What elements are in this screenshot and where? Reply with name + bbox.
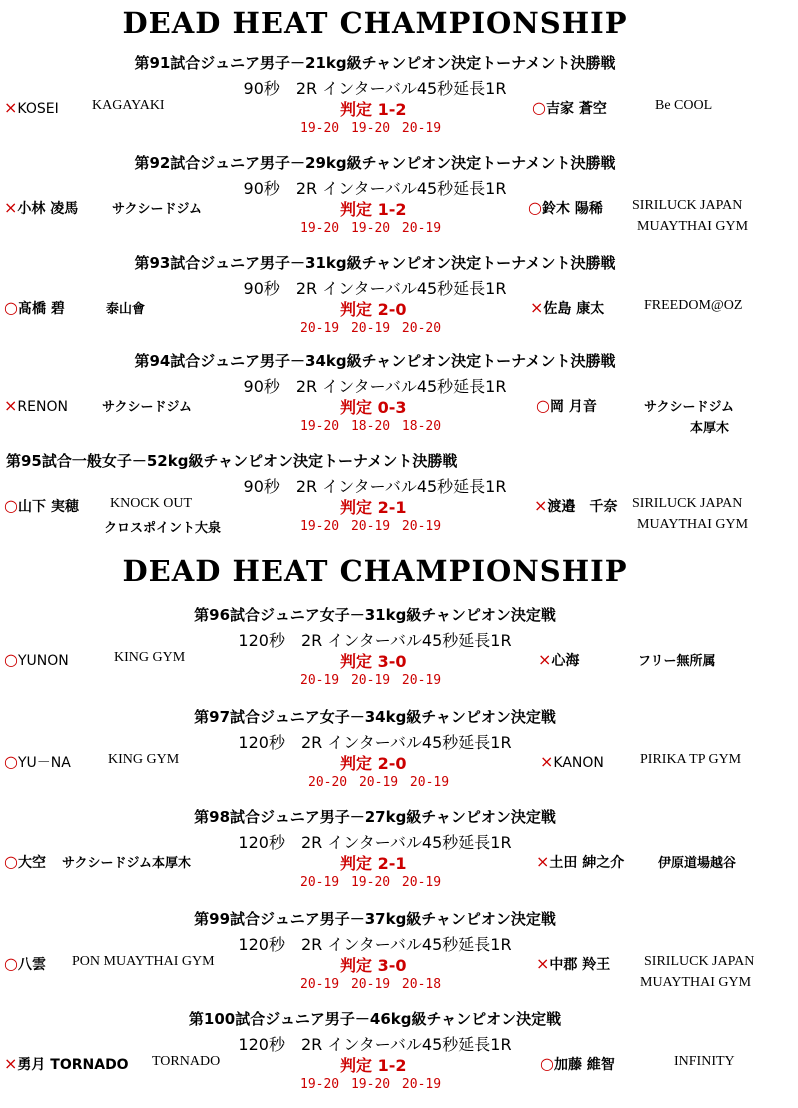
left-fighter: ×小林 凌馬 bbox=[4, 198, 79, 217]
bout-rules: 120秒 2R インターバル45秒延長1R bbox=[238, 935, 512, 954]
bout-title: 第93試合ジュニア男子－31kg級チャンピオン決定トーナメント決勝戦 bbox=[134, 254, 616, 272]
bout-94 bbox=[0, 350, 798, 450]
bout-title: 第99試合ジュニア男子－37kg級チャンピオン決定戦 bbox=[194, 910, 556, 928]
decision: 判定 2-1 bbox=[340, 854, 407, 873]
bout-rules: 90秒 2R インターバル45秒延長1R bbox=[243, 79, 507, 98]
decision: 判定 3-0 bbox=[340, 652, 407, 671]
right-gym-line2: MUAYTHAI GYM bbox=[637, 517, 749, 532]
right-fighter: ○鈴木 陽稀 bbox=[528, 198, 603, 217]
loss-mark-icon: × bbox=[4, 1054, 18, 1073]
bout-title: 第91試合ジュニア男子－21kg級チャンピオン決定トーナメント決勝戦 bbox=[134, 54, 616, 72]
left-fighter: ○山下 実穂 bbox=[4, 496, 79, 515]
loss-mark-icon: × bbox=[536, 852, 550, 871]
loss-mark-icon: × bbox=[538, 650, 552, 669]
scores: 19-20 18-20 18-20 bbox=[300, 419, 442, 434]
bout-96 bbox=[0, 604, 798, 704]
loss-mark-icon: × bbox=[4, 396, 18, 415]
right-gym-line2: 本厚木 bbox=[690, 421, 730, 436]
decision: 判定 1-2 bbox=[340, 100, 407, 119]
bout-rules: 90秒 2R インターバル45秒延長1R bbox=[243, 377, 507, 396]
left-fighter: ○大空 bbox=[4, 852, 46, 871]
bout-title: 第97試合ジュニア女子－34kg級チャンピオン決定戦 bbox=[194, 708, 556, 726]
left-gym: PON MUAYTHAI GYM bbox=[72, 954, 215, 969]
left-gym: KNOCK OUT bbox=[110, 496, 193, 511]
left-fighter: ○YUNON bbox=[4, 650, 69, 669]
bout-rules: 90秒 2R インターバル45秒延長1R bbox=[243, 279, 507, 298]
right-fighter: ○加藤 維智 bbox=[540, 1054, 615, 1073]
page-title: DEAD HEAT CHAMPIONSHIP bbox=[122, 6, 628, 40]
win-mark-icon: ○ bbox=[4, 752, 18, 771]
win-mark-icon: ○ bbox=[532, 98, 546, 117]
right-gym: SIRILUCK JAPAN bbox=[632, 496, 743, 511]
left-fighter: ○八雲 bbox=[4, 954, 46, 973]
right-gym-line2: MUAYTHAI GYM bbox=[637, 219, 749, 234]
bout-title: 第100試合ジュニア男子－46kg級チャンピオン決定戦 bbox=[188, 1010, 562, 1028]
bout-rules: 90秒 2R インターバル45秒延長1R bbox=[243, 179, 507, 198]
loss-mark-icon: × bbox=[534, 496, 548, 515]
right-gym: SIRILUCK JAPAN bbox=[644, 954, 755, 969]
left-fighter: ×KOSEI bbox=[4, 98, 59, 117]
page-title-2: DEAD HEAT CHAMPIONSHIP bbox=[122, 554, 628, 588]
bout-title: 第98試合ジュニア男子－27kg級チャンピオン決定戦 bbox=[194, 808, 556, 826]
bout-95 bbox=[0, 450, 798, 550]
bout-99 bbox=[0, 908, 798, 1008]
win-mark-icon: ○ bbox=[4, 954, 18, 973]
decision: 判定 0-3 bbox=[340, 398, 407, 417]
left-gym: 泰山會 bbox=[106, 302, 146, 317]
right-gym: FREEDOM@OZ bbox=[644, 298, 743, 313]
left-fighter: ○YU－NA bbox=[4, 752, 71, 771]
right-gym: SIRILUCK JAPAN bbox=[632, 198, 743, 213]
right-gym: サクシードジム bbox=[644, 400, 734, 415]
right-fighter: ×土田 紳之介 bbox=[536, 852, 625, 871]
right-fighter: ×心海 bbox=[538, 650, 580, 669]
scores: 19-20 20-19 20-19 bbox=[300, 519, 442, 534]
win-mark-icon: ○ bbox=[4, 298, 18, 317]
scores: 19-20 19-20 20-19 bbox=[300, 1077, 442, 1092]
left-fighter: ○髙橋 碧 bbox=[4, 298, 65, 317]
decision: 判定 3-0 bbox=[340, 956, 407, 975]
bout-title: 第95試合一般女子－52kg級チャンピオン決定トーナメント決勝戦 bbox=[6, 452, 458, 470]
bout-rules: 120秒 2R インターバル45秒延長1R bbox=[238, 631, 512, 650]
bout-rules: 120秒 2R インターバル45秒延長1R bbox=[238, 1035, 512, 1054]
loss-mark-icon: × bbox=[536, 954, 550, 973]
bout-title: 第96試合ジュニア女子－31kg級チャンピオン決定戦 bbox=[194, 606, 556, 624]
left-fighter: ×勇月 TORNADO bbox=[4, 1054, 129, 1073]
left-gym: TORNADO bbox=[152, 1054, 221, 1069]
win-mark-icon: ○ bbox=[4, 496, 18, 515]
loss-mark-icon: × bbox=[4, 98, 18, 117]
decision: 判定 2-0 bbox=[340, 754, 407, 773]
loss-mark-icon: × bbox=[4, 198, 18, 217]
bout-91 bbox=[0, 52, 798, 152]
bout-rules: 120秒 2R インターバル45秒延長1R bbox=[238, 733, 512, 752]
right-gym: PIRIKA TP GYM bbox=[640, 752, 742, 767]
scores: 19-20 19-20 20-19 bbox=[300, 221, 442, 236]
decision: 判定 2-0 bbox=[340, 300, 407, 319]
left-gym: サクシードジム bbox=[112, 202, 202, 217]
win-mark-icon: ○ bbox=[540, 1054, 554, 1073]
scores: 20-20 20-19 20-19 bbox=[308, 775, 450, 790]
bout-title: 第92試合ジュニア男子－29kg級チャンピオン決定トーナメント決勝戦 bbox=[134, 154, 616, 172]
left-gym: KAGAYAKI bbox=[92, 98, 165, 113]
loss-mark-icon: × bbox=[530, 298, 544, 317]
left-gym: サクシードジム bbox=[102, 400, 192, 415]
loss-mark-icon: × bbox=[540, 752, 554, 771]
bout-rules: 120秒 2R インターバル45秒延長1R bbox=[238, 833, 512, 852]
bout-97 bbox=[0, 706, 798, 806]
right-fighter: ×中郡 羚王 bbox=[536, 954, 611, 973]
decision: 判定 2-1 bbox=[340, 498, 407, 517]
win-mark-icon: ○ bbox=[536, 396, 550, 415]
left-gym-line2: クロスポイント大泉 bbox=[104, 521, 222, 536]
right-gym: 伊原道場越谷 bbox=[658, 856, 737, 871]
scores: 20-19 20-19 20-19 bbox=[300, 673, 442, 688]
bout-rules: 90秒 2R インターバル45秒延長1R bbox=[243, 477, 507, 496]
bout-100 bbox=[0, 1008, 798, 1108]
decision: 判定 1-2 bbox=[340, 1056, 407, 1075]
win-mark-icon: ○ bbox=[4, 650, 18, 669]
right-gym: INFINITY bbox=[674, 1054, 735, 1069]
right-fighter: ×KANON bbox=[540, 752, 604, 771]
scores: 20-19 20-19 20-20 bbox=[300, 321, 442, 336]
bout-title: 第94試合ジュニア男子－34kg級チャンピオン決定トーナメント決勝戦 bbox=[134, 352, 616, 370]
right-gym: フリー無所属 bbox=[638, 654, 716, 669]
scores: 20-19 19-20 20-19 bbox=[300, 875, 442, 890]
right-gym: Be COOL bbox=[655, 98, 713, 113]
right-gym-line2: MUAYTHAI GYM bbox=[640, 975, 752, 990]
right-fighter: ×佐島 康太 bbox=[530, 298, 605, 317]
decision: 判定 1-2 bbox=[340, 200, 407, 219]
right-fighter: ×渡邉 千奈 bbox=[534, 496, 618, 515]
bout-92 bbox=[0, 152, 798, 252]
left-fighter: ×RENON bbox=[4, 396, 68, 415]
left-gym: KING GYM bbox=[114, 650, 186, 665]
bout-98 bbox=[0, 806, 798, 906]
scores: 19-20 19-20 20-19 bbox=[300, 121, 442, 136]
left-gym: KING GYM bbox=[108, 752, 180, 767]
bout-93 bbox=[0, 252, 798, 352]
win-mark-icon: ○ bbox=[528, 198, 542, 217]
right-fighter: ○岡 月音 bbox=[536, 396, 597, 415]
scores: 20-19 20-19 20-18 bbox=[300, 977, 442, 992]
left-gym: サクシードジム本厚木 bbox=[62, 856, 191, 871]
win-mark-icon: ○ bbox=[4, 852, 18, 871]
right-fighter: ○吉家 蒼空 bbox=[532, 98, 607, 117]
